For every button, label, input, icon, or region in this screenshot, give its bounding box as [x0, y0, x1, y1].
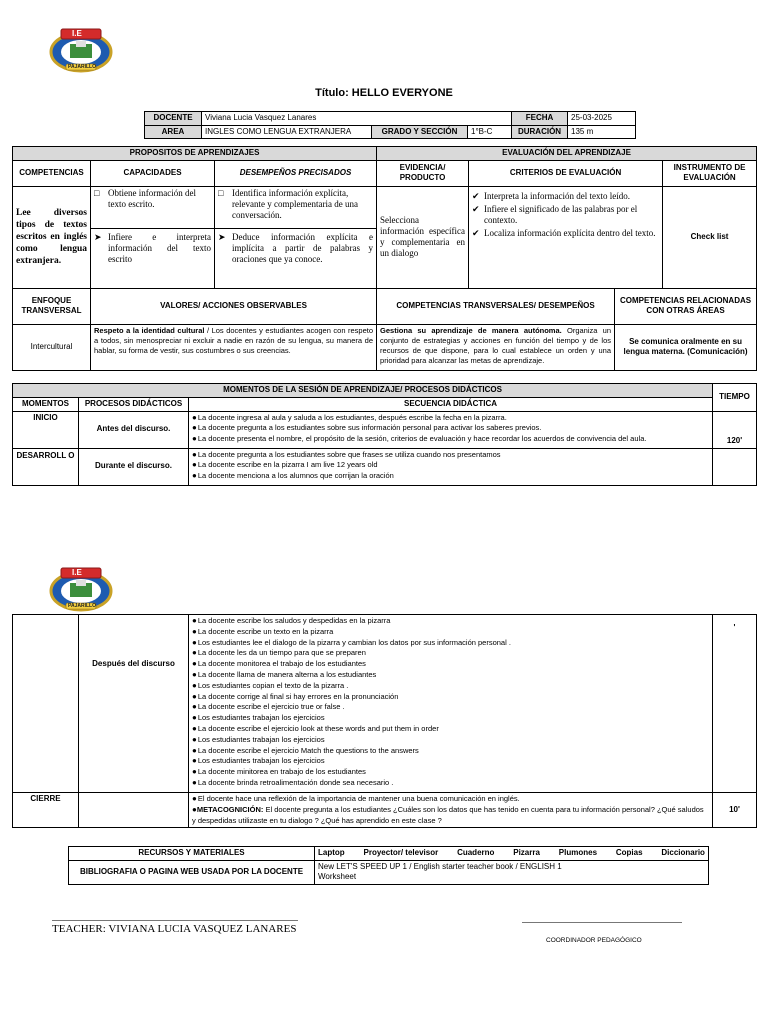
sequence-item: ● La docente escribe el ejercicio true or false .	[192, 702, 709, 713]
area-value: INGLES COMO LENGUA EXTRANJERA	[202, 125, 372, 139]
desempeno-2: ➤ Deduce información explícita e implícita a partir de palabras y oraciones que ya conoce.	[215, 228, 377, 288]
material-item: Diccionario	[661, 848, 705, 857]
sequence-item: ● La docente pregunta a los estudiantes sobre que frases se utiliza cuando nos presentamos	[192, 450, 709, 461]
col-momentos: MOMENTOS	[13, 397, 79, 411]
despues-label: Después del discurso	[79, 615, 189, 793]
sequence-item: ● La docente escribe en la pizarra I am live 12 years old	[192, 460, 709, 471]
material-item: Copias	[615, 848, 643, 857]
material-item: Pizarra	[513, 848, 540, 857]
logo-bottom-text: PAJARILLO	[68, 603, 96, 609]
checkbox-icon: □	[94, 187, 100, 198]
bibliografia-line: New LET'S SPEED UP 1 / English starter teacher book / ENGLISH 1	[318, 861, 562, 871]
sequence-item: ● La docente escribe el ejercicio look at these words and put them in order	[192, 724, 709, 735]
col-comp-relacionadas: COMPETENCIAS RELACIONADAS CON OTRAS ÁREAS	[615, 288, 757, 324]
momentos-table	[12, 383, 757, 486]
competencia-cell: Lee diversos tipos de textos escritos en inglés como lengua extranjera.	[13, 186, 91, 288]
propositos-table	[12, 146, 757, 371]
momentos-table-continued	[12, 614, 757, 828]
docente-label: DOCENTE	[145, 112, 202, 126]
evidencia-cell: Selecciona información específica y complementaria en un dialogo	[377, 186, 469, 288]
desarrollo-label: DESARROLL O	[13, 448, 79, 485]
durante-label: Durante el discurso.	[79, 448, 189, 485]
logo-top-text: I.E	[72, 29, 82, 38]
sequence-item: ● Los estudiantes trabajan los ejercicios	[192, 713, 709, 724]
cierre-proceso	[79, 793, 189, 828]
sequence-item: ● La docente corrige al final si hay errores en la pronunciación	[192, 692, 709, 703]
teacher-signature: TEACHER: VIVIANA LUCIA VASQUEZ LANARES	[52, 923, 297, 935]
criterios-cell: ✔ Interpreta la información del texto leído. ✔ Infiere el significado de las palabras por el contexto. ✔ Localiza información explícita dentro del texto.	[469, 186, 663, 288]
coordinator-signature: COORDINADOR PEDAGÓGICO	[546, 937, 642, 944]
arrow-icon: ➤	[218, 231, 226, 242]
info-table	[144, 111, 636, 139]
docente-value: Viviana Lucia Vasquez Lanares	[202, 112, 512, 126]
sequence-item: ● La docente llama de manera alterna a los estudiantes	[192, 670, 709, 681]
sequence-item: ● Los estudiantes trabajan los ejercicios	[192, 735, 709, 746]
sequence-item: ● La docente menciona a los alumnos que corrijan la oración	[192, 471, 709, 482]
sequence-item: ● La docente pregunta a los estudiantes sobre sus información personal para activar los saberes previos.	[192, 423, 709, 434]
sequence-item: ● La docente escribe los saludos y despedidas en la pizarra	[192, 616, 709, 627]
area-label: AREA	[145, 125, 202, 139]
sequence-item: ● La docente monitorea el trabajo de los estudiantes	[192, 659, 709, 670]
col-desempenos: DESEMPEÑOS PRECISADOS	[215, 160, 377, 186]
arrow-icon: ➤	[94, 231, 102, 242]
material-item: Cuaderno	[457, 848, 495, 857]
page-title: Título: HELLO EVERYONE	[315, 87, 453, 99]
col-secuencia: SECUENCIA DIDÁCTICA	[189, 397, 713, 411]
col-criterios: CRITERIOS DE EVALUACIÓN	[469, 160, 663, 186]
coordinator-signature-line	[522, 922, 682, 923]
desempeno-1: □ Identifica información explícita, relevante y complementaria de una conversación.	[215, 186, 377, 228]
sequence-item: ● La docente escribe un texto en la pizarra	[192, 627, 709, 638]
valores-cell: Respeto a la identidad cultural / Los docentes y estudiantes acogen con respeto a todos, sin menospreciar ni excluir a nadie en razón de su lengua, su manera de hablar, su forma de vestir, sus costumbres o sus creencias.	[91, 324, 377, 370]
sequence-item: ● La docente brinda retroalimentación donde sea necesario .	[192, 778, 709, 789]
col-instrumento: INSTRUMENTO DE EVALUACIÓN	[663, 160, 757, 186]
bibliografia-cell	[315, 860, 709, 884]
col-valores: VALORES/ ACCIONES OBSERVABLES	[91, 288, 377, 324]
inicio-label: INICIO	[13, 411, 79, 448]
antes-label: Antes del discurso.	[79, 411, 189, 448]
cierre-sequence	[189, 793, 713, 828]
fecha-label: FECHA	[512, 112, 568, 126]
col-procesos: PROCESOS DIDÁCTICOS	[79, 397, 189, 411]
material-item: Proyector/ televisor	[363, 848, 439, 857]
teacher-signature-line	[52, 920, 298, 921]
material-item: Plumones	[558, 848, 598, 857]
check-icon: ✔	[472, 190, 480, 201]
checkbox-icon: □	[218, 187, 224, 198]
relacionada-cell: Se comunica oralmente en su lengua materna. (Comunicación)	[615, 324, 757, 370]
sequence-item: ● La docente les da un tiempo para que se preparen	[192, 648, 709, 659]
desarrollo-sequence	[189, 448, 713, 485]
duracion-value: 135 m	[568, 125, 636, 139]
col-tiempo: TIEMPO	[713, 384, 757, 412]
capacidad-2: ➤ Infiere e interpreta información del texto escrito	[91, 228, 215, 288]
logo-bottom-text: PAJARILLO	[68, 64, 96, 70]
cierre-tiempo: 10'	[713, 793, 757, 828]
materiales-cell	[315, 847, 709, 861]
sequence-item: ● La docente ingresa al aula y saluda a los estudiantes, después escribe la fecha en la pizarra.	[192, 413, 709, 424]
material-item: Laptop	[318, 848, 345, 857]
transversal-cell: Gestiona su aprendizaje de manera autónoma. Organiza un conjunto de estrategias y acciones en función del tiempo y de los recursos de que dispone, para lo cual establece un orden y una prioridad para alcanzar las metas de aprendizaje.	[377, 324, 615, 370]
despues-momento	[13, 615, 79, 793]
col-capacidades: CAPACIDADES	[91, 160, 215, 186]
bibliografia-label: BIBLIOGRAFIA O PAGINA WEB USADA POR LA DOCENTE	[69, 860, 315, 884]
col-comp-transversales: COMPETENCIAS TRANSVERSALES/ DESEMPEÑOS	[377, 288, 615, 324]
col-competencias: COMPETENCIAS	[13, 160, 91, 186]
sequence-item: ● El docente hace una reflexión de la importancia de mantener una buena comunicación en inglés.	[192, 794, 709, 805]
bibliografia-line: Worksheet	[318, 872, 357, 881]
evaluacion-header: EVALUACIÓN DEL APRENDIZAJE	[377, 147, 757, 161]
despues-tiempo: '	[713, 615, 757, 793]
recursos-label: RECURSOS Y MATERIALES	[69, 847, 315, 861]
inicio-tiempo: 120'	[713, 411, 757, 448]
fecha-value: 25-03-2025	[568, 112, 636, 126]
instrumento-cell: Check list	[663, 186, 757, 288]
capacidad-1: □ Obtiene información del texto escrito.	[91, 186, 215, 228]
school-logo	[48, 563, 114, 613]
enfoque-value: Intercultural	[13, 324, 91, 370]
sequence-item: ● Los estudiantes copian el texto de la pizarra .	[192, 681, 709, 692]
check-icon: ✔	[472, 203, 480, 214]
sequence-item: ● La docente minitorea en trabajo de los estudiantes	[192, 767, 709, 778]
sequence-item: ● Los estudiantes lee el dialogo de la pizarra y cambian los datos por sus información personal .	[192, 638, 709, 649]
cierre-label: CIERRE	[13, 793, 79, 828]
recursos-table	[68, 846, 709, 885]
grado-value: 1°B-C	[468, 125, 512, 139]
school-logo	[48, 24, 114, 74]
despues-sequence	[189, 615, 713, 793]
col-evidencia: EVIDENCIA/ PRODUCTO	[377, 160, 469, 186]
check-icon: ✔	[472, 227, 480, 238]
sequence-item: ● Los estudiantes trabajan los ejercicios	[192, 756, 709, 767]
propositos-header: PROPOSITOS DE APRENDIZAJES	[13, 147, 377, 161]
sequence-item: ● La docente escribe el ejercicio Match the questions to the answers	[192, 746, 709, 757]
desarrollo-tiempo	[713, 448, 757, 485]
grado-label: GRADO Y SECCIÓN	[372, 125, 468, 139]
logo-top-text: I.E	[72, 568, 82, 577]
duracion-label: DURACIÓN	[512, 125, 568, 139]
col-enfoque: ENFOQUE TRANSVERSAL	[13, 288, 91, 324]
inicio-sequence	[189, 411, 713, 448]
metacognicion-item: ●METACOGNICIÓN: El docente pregunta a los estudiantes ¿Cuáles son los datos que has tenido en cuenta para tu información personal? ¿Qué saludos y despedidas utilizaste en tu dialogo ? ¿Qué has aprendido en este clase ?	[192, 804, 704, 825]
momentos-header: MOMENTOS DE LA SESIÓN DE APRENDIZAJE/ PROCESOS DIDÁCTICOS	[13, 384, 713, 398]
sequence-item: ● La docente presenta el nombre, el propósito de la sesión, criterios de evaluación y hace recordar los acuerdos de convivencia del aula.	[192, 434, 709, 445]
